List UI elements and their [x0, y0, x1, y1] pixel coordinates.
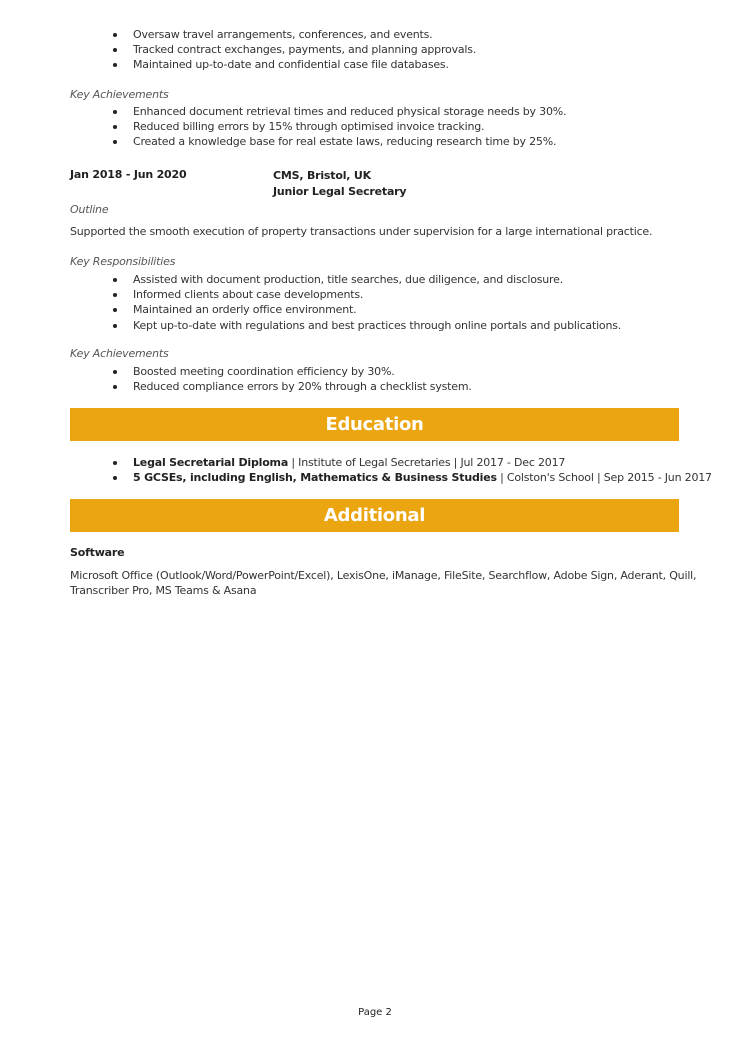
- education-list: [0, 455, 750, 485]
- achievements-label: Key Achievements: [70, 347, 169, 360]
- role-dates: Jan 2018 - Jun 2020: [70, 168, 187, 181]
- list-item: Created a knowledge base for real estate laws, reducing research time by 25%.: [70, 134, 750, 149]
- software-text-line-2: Transcriber Pro, MS Teams & Asana: [70, 584, 257, 597]
- list-item: Enhanced document retrieval times and reduced physical storage needs by 30%.: [70, 104, 750, 119]
- list-item: Tracked contract exchanges, payments, and planning approvals.: [70, 42, 750, 57]
- list-item: Kept up-to-date with regulations and best practices through online portals and publications.: [70, 318, 750, 333]
- education-item: [70, 455, 750, 470]
- outline-text: Supported the smooth execution of property transactions under supervision for a large international practice.: [70, 225, 653, 238]
- page-number: Page 2: [358, 1007, 392, 1018]
- prev-achievements-list: [0, 104, 750, 150]
- list-item: Boosted meeting coordination efficiency by 30%.: [70, 364, 750, 379]
- list-item: Assisted with document production, title searches, due diligence, and disclosure.: [70, 272, 750, 287]
- education-heading: Education: [70, 408, 679, 441]
- list-item: Reduced compliance errors by 20% through a checklist system.: [70, 379, 750, 394]
- software-label: Software: [70, 546, 125, 559]
- education-detail: | Institute of Legal Secretaries | Jul 2017 - Dec 2017: [288, 456, 566, 469]
- list-item: Oversaw travel arrangements, conferences, and events.: [70, 27, 750, 42]
- responsibilities-label: Key Responsibilities: [70, 255, 176, 268]
- outline-label: Outline: [70, 203, 109, 216]
- additional-heading: Additional: [70, 499, 679, 532]
- list-item: Reduced billing errors by 15% through optimised invoice tracking.: [70, 119, 750, 134]
- list-item: Maintained up-to-date and confidential case file databases.: [70, 57, 750, 72]
- education-detail: | Colston's School | Sep 2015 - Jun 2017: [496, 471, 712, 485]
- prev-achievements-label: Key Achievements: [70, 88, 169, 101]
- role-company: CMS, Bristol, UK: [273, 169, 371, 182]
- role-title: Junior Legal Secretary: [273, 185, 407, 198]
- responsibilities-list: [0, 272, 750, 333]
- education-name: Legal Secretarial Diploma: [133, 456, 289, 469]
- prev-responsibilities-list: [0, 27, 750, 73]
- list-item: Informed clients about case developments.: [70, 287, 750, 302]
- software-text-line-1: Microsoft Office (Outlook/Word/PowerPoint/Excel), LexisOne, iManage, FileSite, Searchflow, Adobe Sign, Aderant, Quill,: [70, 569, 697, 582]
- list-item: Maintained an orderly office environment.: [70, 302, 750, 317]
- achievements-list: [0, 364, 750, 394]
- education-item: [70, 470, 750, 485]
- education-name: 5 GCSEs, including English, Mathematics & Business Studies: [133, 471, 497, 485]
